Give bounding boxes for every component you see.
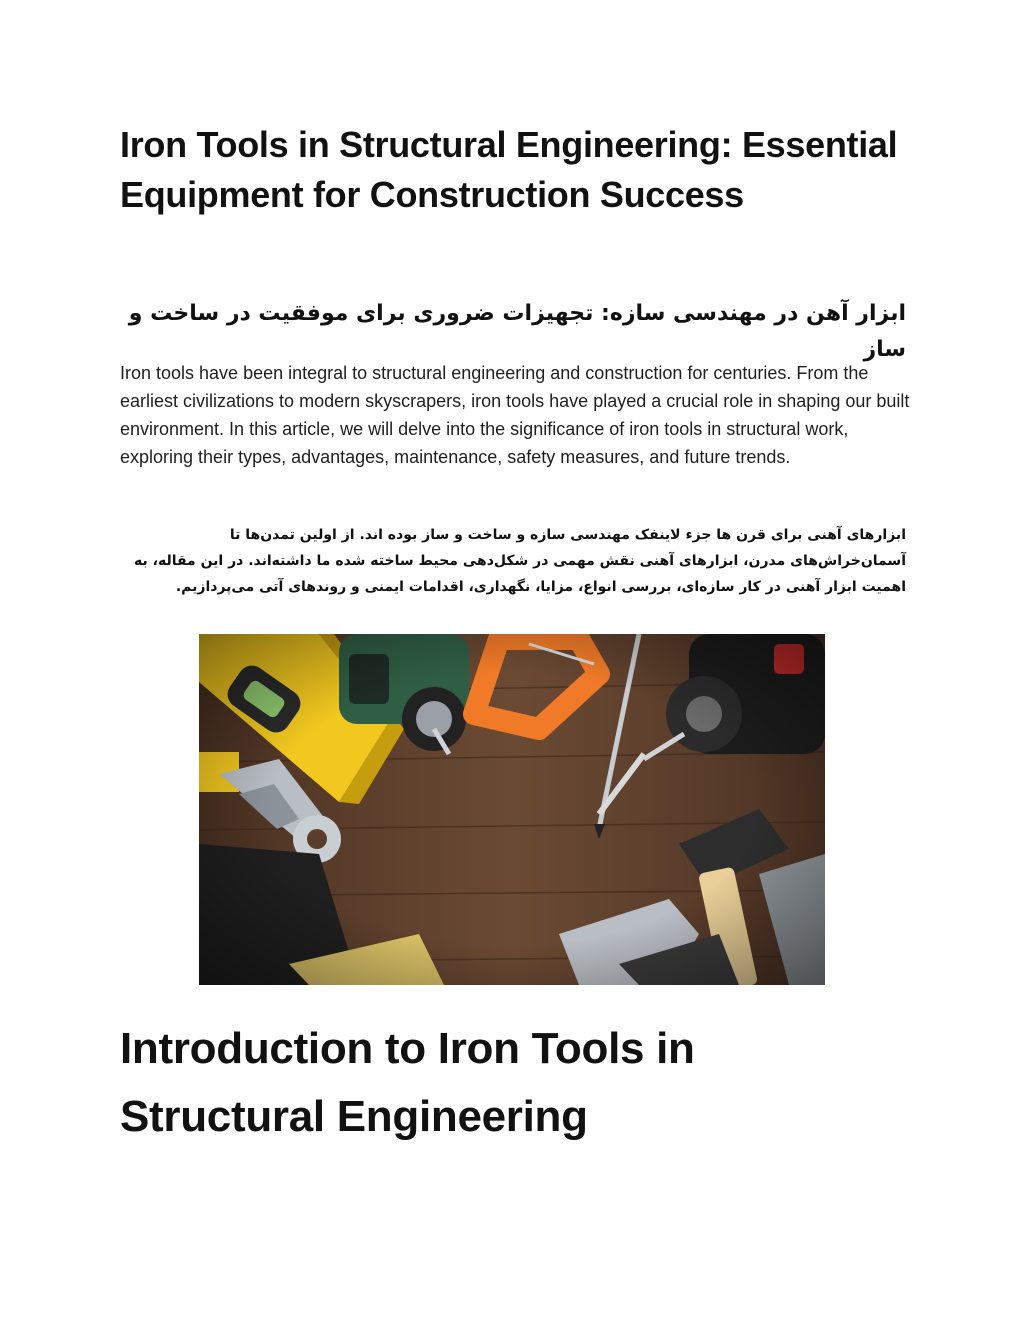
page-title: Iron Tools in Structural Engineering: Essential Equipment for Construction Success — [120, 124, 898, 215]
intro-paragraph-fa: ابزارهای آهنی برای قرن ها جزء لاینفک مهندسی سازه و ساخت و ساز بوده اند. از اولین تمدن‌ها تا آسمان‌خراش‌های مدرن، ابزارهای آهنی نقش مهمی در شکل‌دهی محیط ساخته شده ما داشته‌اند. در این مقاله، به اهمیت ابزار آهنی در کار سازه‌ای، بررسی انواع، مزایا، نگهداری، اقدامات ایمنی و روندهای آتی می‌پردازیم. — [134, 527, 906, 595]
tools-photo — [199, 634, 825, 985]
tools-illustration — [199, 634, 825, 985]
section-heading: Introduction to Iron Tools in Structural Engineering — [120, 1024, 695, 1141]
persian-title: ابزار آهن در مهندسی سازه: تجهیزات ضروری برای موفقیت در ساخت و ساز — [128, 301, 906, 362]
intro-paragraph-en: Iron tools have been integral to structural engineering and construction for centuries. From the earliest civilizations to modern skyscrapers, iron tools have played a crucial role in shaping our built environment. In this article, we will delve into the significance of iron tools in structural work, exploring their types, advantages, maintenance, safety measures, and future trends. — [120, 363, 910, 467]
